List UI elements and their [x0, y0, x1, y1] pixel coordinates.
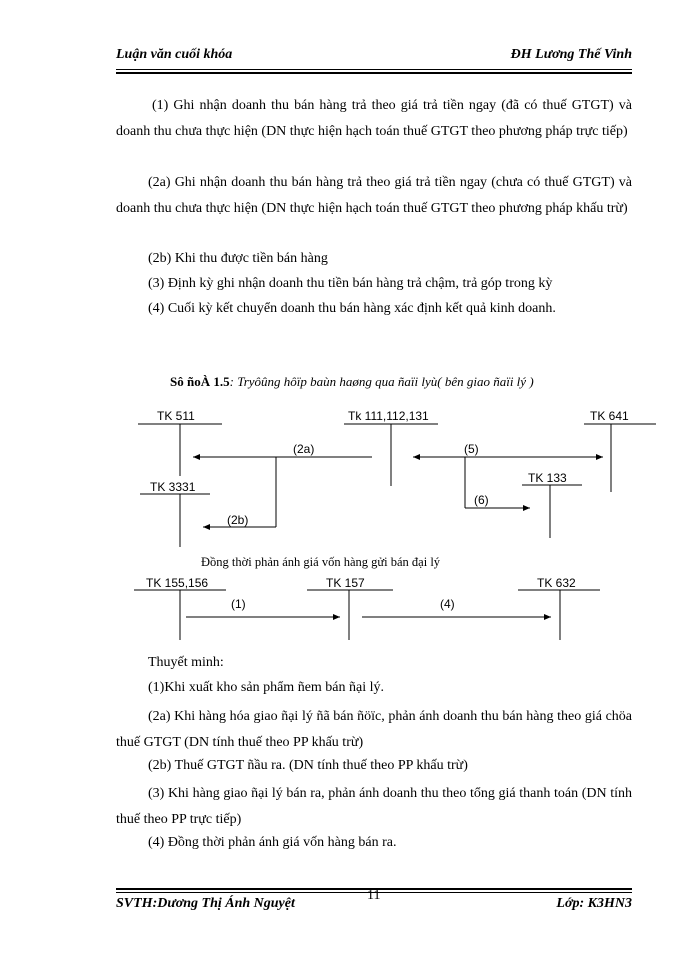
footer-right: Lớp: K3HN3: [556, 896, 632, 911]
explanation-heading: Thuyết minh:: [148, 655, 224, 670]
header-left: Luận văn cuối khóa: [116, 47, 233, 62]
tk511-label: TK 511: [157, 409, 195, 423]
explanation-4: (4) Đồng thời phản ánh giá vốn hàng bán ra.: [148, 835, 397, 850]
tk111-label: Tk 111,112,131: [348, 409, 429, 423]
explanation-3: (3) Khi hàng giao ñại lý bán ra, phản ánh doanh thu theo tổng giá thanh toán (DN tính thuế theo PP trực tiếp): [116, 786, 632, 827]
explanation-2a: (2a) Khi hàng hóa giao ñại lý ñã bán ñöïc, phản ánh doanh thu bán hàng theo giá chöa thuế GTGT (DN tính thuế theo PP khấu trừ): [116, 709, 632, 750]
page-number: 11: [367, 888, 381, 903]
tk632-label: TK 632: [537, 576, 576, 590]
diagram-title-text: : Tryôûng hôïp baùn haøng qua ñaïi lyù( bên giao ñaïi lý ): [229, 374, 534, 389]
explanation-2b: (2b) Thuế GTGT ñầu ra. (DN tính thuế theo PP khấu trừ): [148, 758, 468, 773]
tk157-label: TK 157: [326, 576, 365, 590]
paragraph-4: (4) Cuối kỳ kết chuyển doanh thu bán hàng xác định kết quả kinh doanh.: [148, 301, 556, 316]
paragraph-2b: (2b) Khi thu được tiền bán hàng: [148, 251, 328, 266]
arrow-5-label: (5): [464, 442, 479, 456]
paragraph-2a: (2a) Ghi nhận doanh thu bán hàng trả theo giá trả tiền ngay (chưa có thuế GTGT) và doanh thu chưa thực hiện (DN thực hiện hạch toán thuế GTGT theo phương pháp khấu trừ): [116, 175, 632, 216]
arrow-2a-label: (2a): [293, 442, 315, 456]
arrow-2b-label: (2b): [227, 513, 249, 527]
arrow-6-label: (6): [474, 493, 489, 507]
arrow-4-label: (4): [440, 597, 455, 611]
tk3331-label: TK 3331: [150, 480, 196, 494]
paragraph-3: (3) Định kỳ ghi nhận doanh thu tiền bán hàng trả chậm, trả góp trong kỳ: [148, 276, 553, 291]
arrow-1-label: (1): [231, 597, 246, 611]
tk133-label: TK 133: [528, 471, 567, 485]
diagram-title-number: Sô ñoÀ 1.5: [170, 374, 230, 389]
header-right: ĐH Lương Thế Vinh: [510, 47, 632, 62]
paragraph-1: (1) Ghi nhận doanh thu bán hàng trả theo giá trả tiền ngay (đã có thuế GTGT) và doanh thu chưa thực hiện (DN thực hiện hạch toán thuế GTGT theo phương pháp trực tiếp): [116, 98, 632, 139]
diagram-mid-caption: Đồng thời phản ánh giá vốn hàng gửi bán đại lý: [201, 555, 441, 569]
tk155-label: TK 155,156: [146, 576, 209, 590]
footer-left: SVTH:Dương Thị Ánh Nguyệt: [116, 896, 295, 911]
tk641-label: TK 641: [590, 409, 629, 423]
explanation-1: (1)Khi xuất kho sản phẩm ñem bán ñại lý.: [148, 680, 385, 695]
